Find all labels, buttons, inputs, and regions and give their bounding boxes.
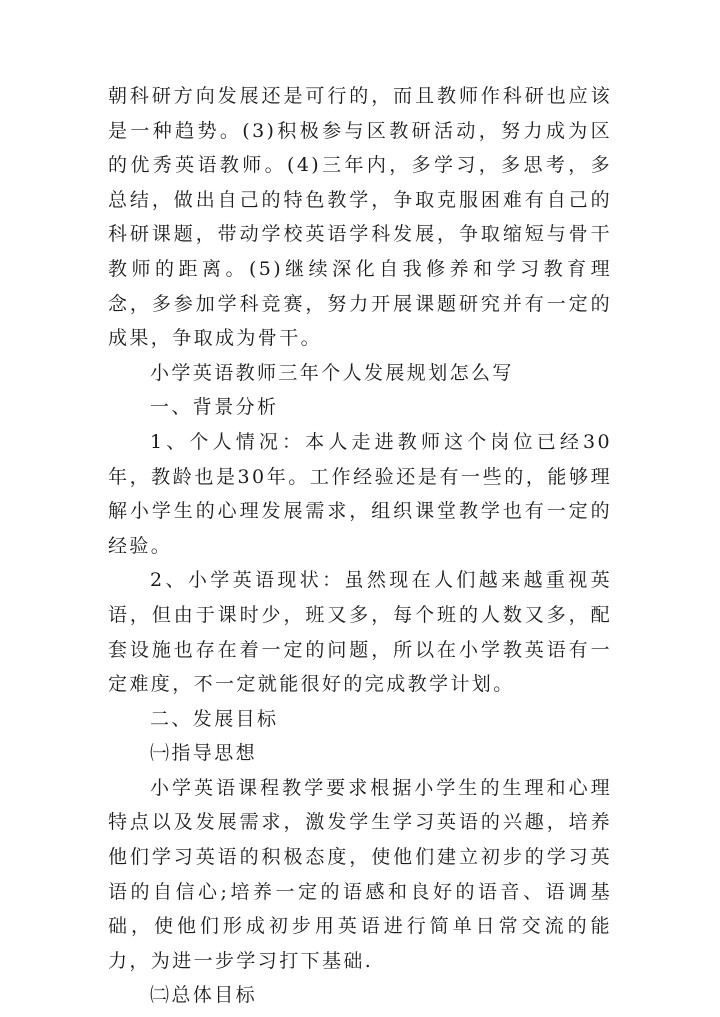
paragraph-research-goals: 朝科研方向发展还是可行的，而且教师作科研也应该是一种趋势。(3)积极参与区教研活动，努力成为区的优秀英语教师。(4)三年内，多学习，多思考，多总结，做出自己的特色教学，争取克服困难有自己的科研课题，带动学校英语学科发展，争取缩短与骨干教师的距离。(5)继续深化自我修养和学习教育理念，多参加学科竞赛，努力开展课题研究并有一定的成果，争取成为骨干。 (108, 85, 612, 350)
heading-overall-goals: ㈡总体目标 (150, 984, 258, 1007)
paragraph-english-status: 2、小学英语现状：虽然现在人们越来越重视英语，但由于课时少，班又多，每个班的人数又多，配套设施也存在着一定的问题，所以在小学教英语有一定难度，不一定就能很好的完成教学计划。 (108, 569, 612, 696)
paragraph-personal-situation: 1、个人情况：本人走进教师这个岗位已经30年，教龄也是30年。工作经验还是有一些的，能够理解小学生的心理发展需求，组织课堂教学也有一定的经验。 (108, 430, 612, 557)
heading-background-analysis: 一、背景分析 (150, 396, 279, 419)
section-title: 小学英语教师三年个人发展规划怎么写 (150, 361, 514, 384)
heading-guiding-ideology: ㈠指导思想 (150, 742, 258, 765)
paragraph-guiding-ideology: 小学英语课程教学要求根据小学生的生理和心理特点以及发展需求，激发学生学习英语的兴趣，培养他们学习英语的积极态度，使他们建立初步的学习英语的自信心;培养一定的语感和良好的语音、语调基础，使他们形成初步用英语进行简单日常交流的能力，为进一步学习打下基础. (108, 776, 612, 972)
heading-development-goals: 二、发展目标 (150, 707, 279, 730)
document-body (108, 79, 612, 1013)
